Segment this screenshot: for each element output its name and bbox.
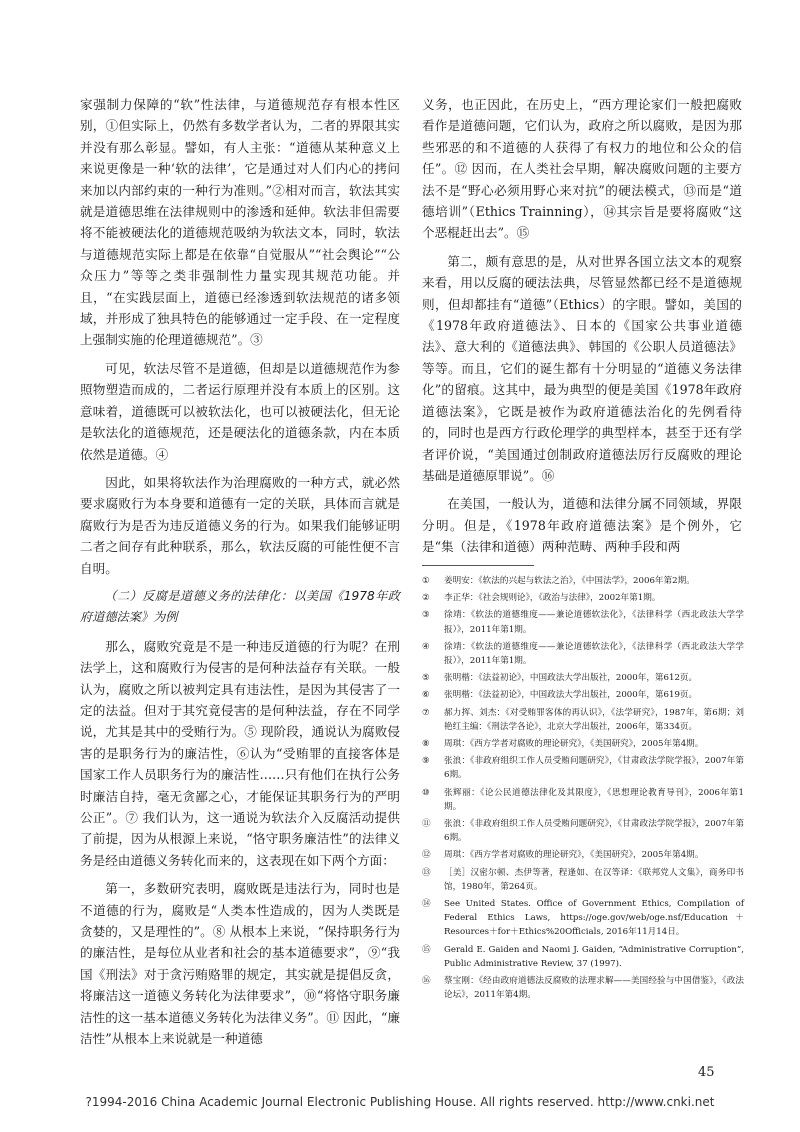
right-column — [422, 94, 742, 558]
paragraph: 家强制力保障的“软”性法律，与道德规范存有根本性区别，①但实际上，仍然有多数学者认为，二者的界限其实并没有那么彰显。譬如，有人主张：“道德从某种意义上来说更像是一种‘软的法律’，它是通过对人们内心的拷问来加以内部约束的一种行为准则。”②相对而言，软法其实就是道德思维在法律规则中的渗透和延伸。软法非但需要将不能被硬法化的道德规范吸纳为软法文本，同时，软法与道德规范实际上都是在依靠“自觉服从”“社会舆论”“公众压力”等等之类非强制性力量实现其规范功能。并且，“在实践层面上，道德已经渗透到软法规范的诸多领域，并形成了独具特色的能够通过一定手段、在一定程度上强制实施的伦理道德规范”。③ — [80, 97, 400, 348]
footnote-mark: ① — [422, 576, 430, 586]
footnote — [422, 737, 744, 751]
footnote-text: 张明楷：《法益初论》，中国政法大学出版社，2000年，第619页。 — [444, 690, 698, 701]
footnote-text: See United States. Office of Government Ethics, Compilation of Federal Ethics Laws, https://oge.gov/web/oge.nsf/Education＋Resources＋for＋Ethics%20Officials, 2016年11月14日。 — [444, 899, 744, 938]
footnote — [422, 640, 744, 668]
paragraph: 第一，多数研究表明，腐败既是违法行为，同时也是不道德的行为，腐败是“人类本性造成的，因为人类既是贪婪的，又是理性的”。⑧ 从根本上来说，“保持职务行为的廉洁性，是每位从业者和社会的基本道德要求”，⑨“我国《刑法》对于贪污贿赂罪的规定，其实就是提倡反贪，将廉洁这一道德义务转化为法律要求”，⑩“将恪守职务廉洁性的这一基本道德义务转化为法律义务”。⑪ 因此，“廉洁性”从根本上来说就是一种道德 — [80, 881, 400, 1047]
footnote-mark: ⑪ — [422, 819, 431, 830]
paragraph: 在美国，一般认为，道德和法律分属不同领域，界限分明。但是，《1978年政府道德法案》是个例外，它是“集（法律和道德）两种范畴、两种手段和两 — [422, 496, 742, 555]
page-number: 45 — [698, 1065, 715, 1080]
footnote-mark: ④ — [422, 641, 430, 652]
paragraph: 第二，颇有意思的是，从对世界各国立法文本的观察来看，用以反腐的硬法法典，尽管显然都已经不是道德规则，但却都挂有“道德”（Ethics）的字眼。譬如，美国的《1978年政府道德法》、日本的《国家公共事业道德法》、意大利的《道德法典》、韩国的《公职人员道德法》等等。而且，它们的诞生都有十分明显的“道德义务法律化”的留痕。这其中，最为典型的便是美国《1978年政府道德法案》，它既是被作为政府道德法治化的先例看待的，同时也是西方行政伦理学的典型样本，甚至于还有学者评价说，“美国通过创制政府道德法厉行反腐败的理论基础是道德原罪说”。⑯ — [422, 253, 742, 483]
footnote-text: 李正华：《社会规则论》，《政治与法律》，2002年第1期。 — [444, 593, 661, 604]
footnote-mark: ⑧ — [422, 739, 430, 750]
footnote-mark: ③ — [422, 610, 430, 621]
footnote-text: 郝力挥、刘杰：《对受贿罪客体的再认识》，《法学研究》，1987年，第6期；刘艳红主编：《刑法学各论》，北京大学出版社，2006年，第334页。 — [444, 707, 744, 732]
paragraph: 因此，如果将软法作为治理腐败的一种方式，就必然要求腐败行为本身要和道德有一定的关联，具体而言就是腐败行为是否为违反道德义务的行为。如果我们能够证明二者之间存有此种联系，那么，软法反腐的可能性便不言自明。 — [80, 474, 400, 576]
footnote-mark: ⑥ — [422, 690, 430, 701]
footnote — [422, 848, 744, 862]
copyright-footer: ?1994-2016 China Academic Journal Electronic Publishing House. All rights reserved. http://www.cnki.net — [85, 1095, 715, 1109]
paragraph: 义务，也正因此，在历史上，“西方理论家们一般把腐败看作是道德问题，它们认为，政府之所以腐败，是因为那些邪恶的和不道德的人获得了有权力的地位和公众的信任”。⑫ 因而，在人类社会早期，解决腐败问题的主要方法不是“野心必须用野心来对抗”的硬法模式，⑬而是“道德培训”（Ethics Trainning），⑭其宗旨是要将腐败“这个恶棍赶出去”。⑮ — [422, 97, 742, 241]
footnote-text: 姜明安：《软法的兴起与软法之治》，《中国法学》，2006年第2期。 — [444, 576, 695, 586]
footnote — [422, 574, 744, 588]
footnote — [422, 754, 744, 782]
paragraph: 可见，软法尽管不是道德，但却是以道德规范作为参照物塑造而成的，二者运行原理并没有本质上的区别。这意味着，道德既可以被软法化，也可以被硬法化，但无论是软法化的道德规范，还是硬法化的道德条款，内在本质依然是道德。④ — [80, 360, 400, 462]
footnote — [422, 608, 744, 636]
footnote-text: 周琪：《西方学者对腐败的理论研究》，《美国研究》，2005年第4期。 — [444, 739, 704, 750]
footnote — [422, 671, 744, 685]
footnote-text: 徐靖：《软法的道德维度——兼论道德软法化》，《法律科学（西北政法大学学报）》，2011年第1期。 — [444, 641, 744, 667]
footnote-mark: ⑫ — [422, 850, 431, 861]
footnote — [422, 706, 744, 734]
footnote — [422, 974, 744, 1002]
footnote — [422, 897, 744, 940]
footnote-mark: ⑯ — [422, 976, 431, 987]
footnotes — [422, 574, 744, 1005]
footnote-mark: ⑦ — [422, 707, 430, 718]
footnote-text: 蔡宝刚：《经由政府道德法反腐败的法理求解——美国经验与中国借鉴》，《政法论坛》，2011年第4期。 — [444, 976, 744, 1001]
footnote-text: ［美］汉密尔顿、杰伊等著，程逢如、在汉等译：《联邦党人文集》，商务印书馆，1980年，第264页。 — [444, 867, 744, 892]
footnote — [422, 591, 744, 605]
left-column — [80, 94, 400, 1049]
footnote — [422, 688, 744, 702]
footnote-text: 周琪：《西方学者对腐败的理论研究》，《美国研究》，2005年第4期。 — [444, 850, 704, 861]
footnote-text: 张浪：《非政府组织工作人员受贿问题研究》，《甘肃政法学院学报》，2007年第6期。 — [444, 819, 744, 844]
footnote-mark: ⑬ — [422, 867, 431, 878]
footnote-text: 张浪：《非政府组织工作人员受贿问题研究》，《甘肃政法学院学报》，2007年第6期。 — [444, 756, 744, 781]
footnote-mark: ⑨ — [422, 756, 430, 767]
footnote-text: 徐靖：《软法的道德维度——兼论道德软法化》，《法律科学（西北政法大学学报）》，2011年第1期。 — [444, 610, 744, 635]
footnote-text: Gerald E. Gaiden and Naomi J. Gaiden, “Administrative Corruption”, Public Administrative Review, 37 (1997). — [444, 944, 744, 969]
footnote-mark: ⑩ — [422, 787, 430, 798]
footnote-mark: ② — [422, 593, 430, 604]
footnote-mark: ⑤ — [422, 673, 430, 684]
footnote-mark: ⑮ — [422, 944, 431, 955]
footnote — [422, 866, 744, 894]
footnote — [422, 786, 744, 814]
footnote-text: 张辉丽：《论公民道德法律化及其限度》，《思想理论教育导刊》，2006年第1期。 — [444, 787, 744, 812]
section-heading: （二）反腐是道德义务的法律化：以美国《1978年政府道德法案》为例 — [80, 588, 400, 625]
footnote-divider — [422, 565, 534, 566]
footnote-mark: ⑭ — [422, 899, 431, 910]
paragraph: 那么，腐败究竟是不是一种违反道德的行为呢？在刑法学上，这和腐败行为侵害的是何种法益存有关联。一般认为，腐败之所以被判定具有违法性，是因为其侵害了一定的法益。但对于其究竟侵害的是何种法益，存在不同学说，尤其是其中的受贿行为。⑤ 现阶段，通说认为腐败侵害的是职务行为的廉洁性，⑥认为“受贿罪的直接客体是国家工作人员职务行为的廉洁性……只有他们在执行公务时廉洁自持，毫无贪鄙之心，才能保证其职务行为的严明公正”。⑦ 我们认为，这一通说为软法介入反腐活动提供了前提，因为从根源上来说，“恪守职务廉洁性”的法律义务是经由道德义务转化而来的，这表现在如下两个方面： — [80, 638, 400, 868]
footnote — [422, 817, 744, 845]
footnote-text: 张明楷：《法益初论》，中国政法大学出版社，2000年，第612页。 — [444, 673, 698, 684]
footnote — [422, 943, 744, 971]
